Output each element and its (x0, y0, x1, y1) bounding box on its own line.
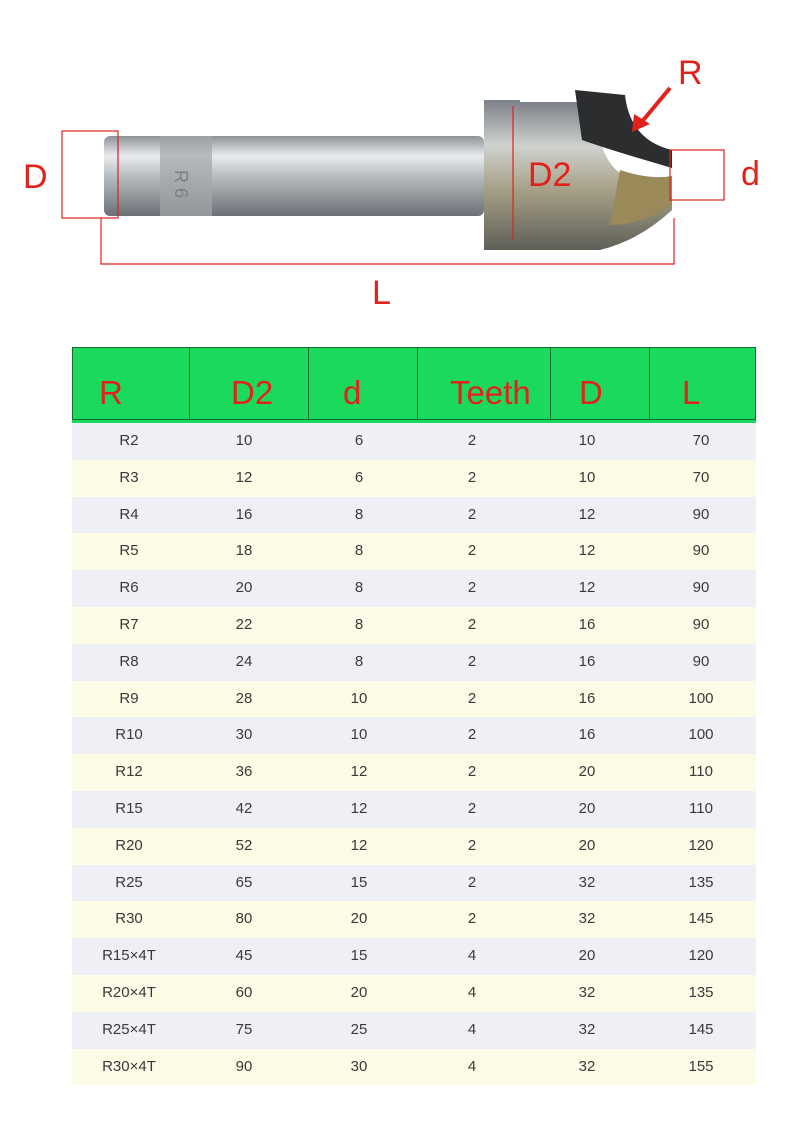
table-cell: 4 (467, 947, 477, 965)
table-row (72, 1049, 756, 1086)
table-cell: 2 (467, 689, 477, 707)
shank-marking: R 6 (171, 170, 191, 199)
tool-diagram (0, 0, 800, 330)
table-cell: 60 (235, 984, 253, 1001)
table-cell: 155 (688, 1057, 714, 1075)
table-cell: 16 (578, 652, 596, 670)
table-cell: 20 (235, 579, 253, 597)
table-cell: 52 (235, 836, 253, 854)
table-row (72, 865, 756, 902)
header-cell-L (649, 347, 756, 420)
table-cell: 8 (354, 616, 364, 633)
label-D: D (23, 158, 48, 196)
table-cell: 70 (692, 432, 710, 449)
table-cell: 12 (578, 542, 596, 560)
table-cell: 2 (467, 579, 477, 597)
table-cell: R8 (119, 652, 139, 670)
table-cell: 110 (689, 800, 713, 817)
table-cell: 12 (578, 505, 596, 523)
label-d: d (741, 155, 760, 193)
table-cell: 90 (235, 1057, 253, 1075)
dimension-d-box (670, 150, 724, 200)
header-label: D (579, 374, 603, 411)
table-cell: 90 (692, 542, 710, 560)
table-row (72, 423, 756, 460)
table-row (72, 1012, 756, 1049)
table-cell: 15 (350, 873, 368, 891)
table-cell: R9 (119, 689, 139, 707)
table-row (72, 533, 756, 570)
table-cell: R30×4T (102, 1057, 156, 1075)
table-cell: R2 (119, 432, 139, 449)
table-cell: 10 (578, 468, 596, 486)
table-cell: 2 (467, 542, 477, 560)
header-label: d (343, 374, 362, 411)
table-cell: 16 (578, 689, 596, 707)
table-row (72, 681, 756, 718)
table-cell: 2 (467, 505, 477, 523)
header-label: R (99, 374, 123, 411)
table-cell: 36 (235, 763, 253, 781)
table-cell: 90 (692, 505, 710, 523)
table-cell: 32 (578, 984, 596, 1001)
table-cell: 15 (350, 947, 368, 965)
table-cell: 22 (235, 616, 253, 633)
table-cell: 12 (350, 836, 368, 854)
table-row (72, 497, 756, 534)
table-cell: 100 (688, 689, 714, 707)
table-cell: R25×4T (102, 1020, 156, 1038)
table-cell: 75 (235, 1020, 253, 1038)
table-cell: R20 (115, 836, 143, 854)
radius-arrow-shaft (640, 88, 670, 124)
label-R: R (678, 54, 703, 92)
header-label: L (682, 374, 701, 411)
table-cell: 24 (235, 652, 253, 670)
table-row (72, 938, 756, 975)
table-cell: 2 (467, 726, 477, 744)
table-cell: 2 (467, 800, 477, 817)
table-row (72, 717, 756, 754)
table-cell: R7 (119, 616, 139, 633)
table-row (72, 570, 756, 607)
table-cell: 42 (235, 800, 253, 817)
table-cell: 12 (235, 468, 253, 486)
table-cell: 4 (467, 984, 477, 1001)
table-cell: 4 (467, 1057, 477, 1075)
table-cell: 18 (235, 542, 253, 560)
table-cell: 32 (578, 873, 596, 891)
table-cell: 32 (578, 1020, 596, 1038)
table-row (72, 607, 756, 644)
table-cell: 12 (578, 579, 596, 597)
table-cell: 65 (235, 873, 253, 891)
table-cell: R15×4T (102, 947, 156, 965)
table-cell: 2 (467, 432, 477, 449)
table-cell: 20 (578, 836, 596, 854)
table-cell: 80 (235, 910, 253, 928)
table-row (72, 901, 756, 938)
table-cell: 145 (688, 910, 714, 928)
table-cell: 90 (692, 616, 710, 633)
table-cell: 145 (688, 1020, 714, 1038)
header-label: D2 (231, 374, 274, 411)
table-row (72, 791, 756, 828)
table-cell: 30 (350, 1057, 368, 1075)
table-cell: 2 (467, 910, 477, 928)
table-cell: R3 (119, 468, 139, 486)
table-row (72, 460, 756, 497)
table-cell: R6 (119, 579, 139, 597)
table-cell: 2 (467, 468, 477, 486)
table-cell: 100 (688, 726, 714, 744)
table-cell: 2 (467, 873, 477, 891)
table-cell: 10 (350, 689, 368, 707)
table-cell: 10 (578, 432, 596, 449)
header-cell-d (308, 347, 417, 420)
table-cell: R5 (119, 542, 139, 560)
table-row (72, 754, 756, 791)
header-cell-D2 (189, 347, 308, 420)
table-cell: 2 (467, 616, 477, 633)
cutter-head (484, 100, 520, 250)
table-cell: 12 (350, 763, 368, 781)
table-cell: 8 (354, 505, 364, 523)
table-cell: 32 (578, 1057, 596, 1075)
table-cell: 45 (235, 947, 253, 965)
table-cell: 25 (350, 1020, 368, 1038)
table-cell: 2 (467, 763, 477, 781)
table-cell: 8 (354, 579, 364, 597)
table-cell: 135 (688, 873, 714, 891)
table-cell: 28 (235, 689, 253, 707)
table-cell: 8 (354, 652, 364, 670)
table-cell: R20×4T (102, 984, 156, 1001)
header-cell-D (550, 347, 649, 420)
table-cell: 90 (692, 652, 710, 670)
table-cell: 4 (467, 1020, 477, 1038)
label-D2: D2 (528, 156, 572, 194)
table-cell: 135 (688, 984, 714, 1001)
table-cell: 6 (354, 468, 364, 486)
table-cell: 10 (235, 432, 253, 449)
header-cell-R (72, 347, 189, 420)
table-cell: 16 (578, 616, 596, 633)
table-row (72, 828, 756, 865)
table-row (72, 975, 756, 1012)
table-cell: R10 (115, 726, 143, 744)
table-cell: 20 (578, 763, 596, 781)
table-cell: 12 (350, 800, 368, 817)
table-cell: R15 (115, 800, 143, 817)
table-body (72, 423, 756, 1085)
table-header (72, 347, 756, 423)
table-cell: 20 (350, 910, 368, 928)
table-cell: 120 (688, 947, 714, 965)
table-cell: 16 (235, 505, 253, 523)
table-cell: R30 (115, 910, 143, 928)
table-cell: 20 (578, 800, 596, 817)
table-cell: 8 (354, 542, 364, 560)
table-cell: R25 (115, 873, 143, 891)
table-cell: 90 (692, 579, 710, 597)
table-cell: 32 (578, 910, 596, 928)
cutter-drawing (0, 0, 800, 330)
table-cell: 2 (467, 836, 477, 854)
table-cell: 20 (350, 984, 368, 1001)
table-cell: 30 (235, 726, 253, 744)
table-cell: 20 (578, 947, 596, 965)
table-cell: R12 (115, 763, 143, 781)
label-L: L (372, 274, 391, 312)
table-cell: 120 (688, 836, 714, 854)
table-cell: R4 (119, 505, 139, 523)
header-cell-teeth (417, 347, 550, 420)
table-cell: 6 (354, 432, 364, 449)
header-label: Teeth (450, 374, 531, 411)
table-row (72, 644, 756, 681)
table-cell: 70 (692, 468, 710, 486)
table-cell: 10 (350, 726, 368, 744)
table-cell: 16 (578, 726, 596, 744)
table-cell: 2 (467, 652, 477, 670)
table-cell: 110 (689, 763, 713, 781)
